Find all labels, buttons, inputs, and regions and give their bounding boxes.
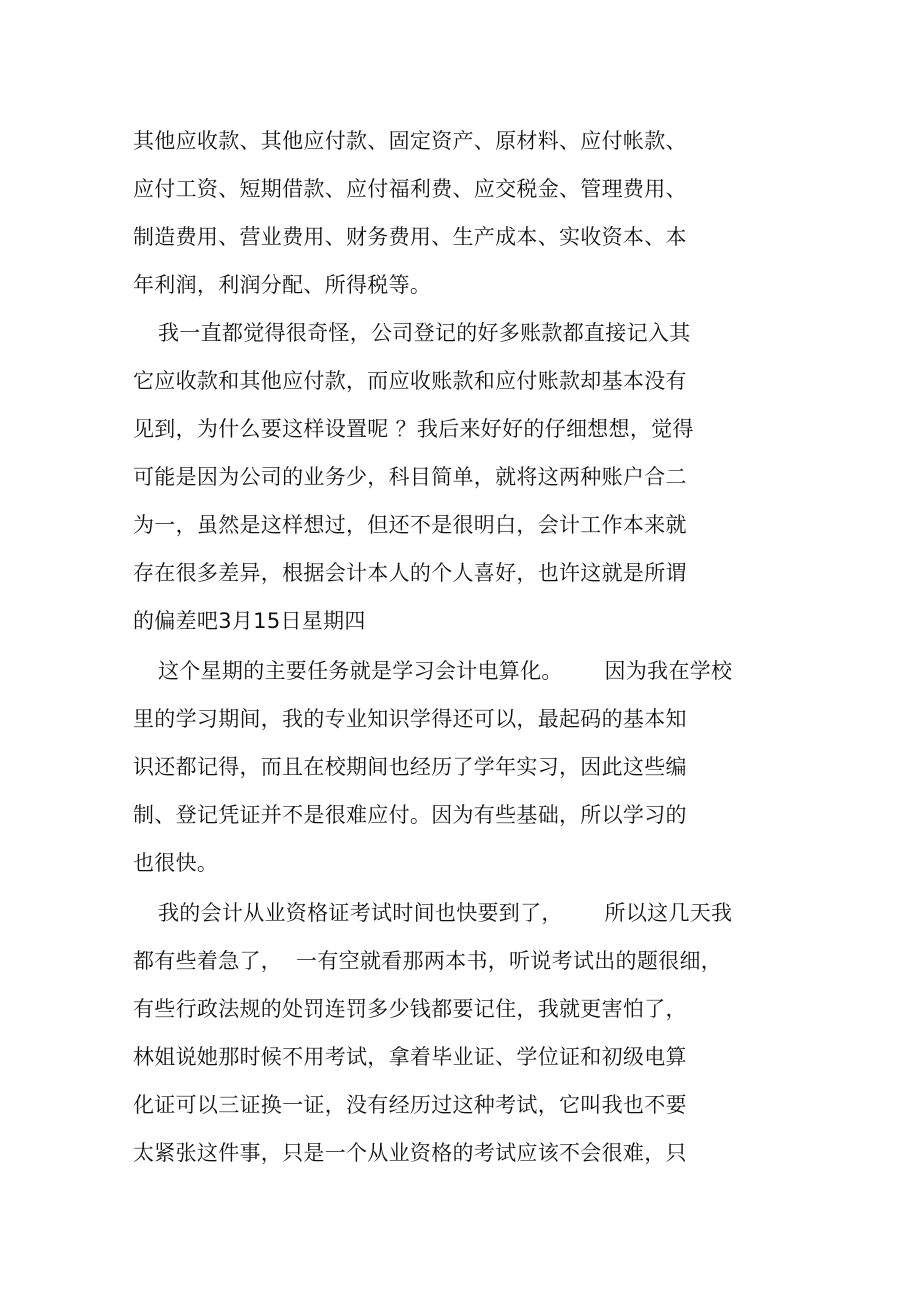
- text-line: 见到，为什么要这样设置呢 ？我后来好好的仔细想想，觉得: [133, 417, 694, 441]
- text-line: 太紧张这件事，只是一个从业资格的考试应该不会很难，只: [133, 1141, 687, 1165]
- paragraph-first-line: 我的会计从业资格证考试时间也快要到了， 所以这几天我: [158, 901, 733, 925]
- text-line: 制造费用、营业费用、财务费用、生产成本、实收资本、本: [133, 225, 687, 249]
- text-line: 存在很多差异，根据会计本人的个人喜好，也许这就是所谓: [133, 561, 687, 585]
- paragraph-first-line: 这个星期的主要任务就是学习会计电算化。 因为我在学校: [158, 659, 733, 683]
- text-line: 年利润，利润分配、所得税等。: [133, 273, 432, 297]
- text-line: 为一，虽然是这样想过，但还不是很明白，会计工作本来就: [133, 513, 687, 537]
- paragraph-first-line: 我一直都觉得很奇怪，公司登记的好多账款都直接记入其: [158, 321, 691, 345]
- text-line: 的偏差吧3月15日星期四: [133, 609, 366, 633]
- text-line: 它应收款和其他应付款，而应收账款和应付账款却基本没有: [133, 369, 687, 393]
- text-line: 里的学习期间，我的专业知识学得还可以，最起码的基本知: [133, 707, 687, 731]
- text-line: 也很快。: [133, 851, 219, 875]
- text-line: 制、登记凭证并不是很难应付。因为有些基础，所以学习的: [133, 803, 687, 827]
- text-line: 其他应收款、其他应付款、固定资产、原材料、应付帐款、: [133, 129, 687, 153]
- text-line: 都有些着急了， 一有空就看那两本书，听说考试出的题很细，: [133, 949, 723, 973]
- text-line: 有些行政法规的处罚连罚多少钱都要记住，我就更害怕了，: [133, 997, 687, 1021]
- text-line: 可能是因为公司的业务少，科目简单，就将这两种账户合二: [133, 465, 687, 489]
- text-line: 林姐说她那时候不用考试，拿着毕业证、学位证和初级电算: [133, 1045, 687, 1069]
- text-line: 化证可以三证换一证，没有经历过这种考试，它叫我也不要: [133, 1093, 687, 1117]
- text-line: 识还都记得，而且在校期间也经历了学年实习，因此这些编: [133, 755, 687, 779]
- text-line: 应付工资、短期借款、应付福利费、应交税金、管理费用、: [133, 177, 687, 201]
